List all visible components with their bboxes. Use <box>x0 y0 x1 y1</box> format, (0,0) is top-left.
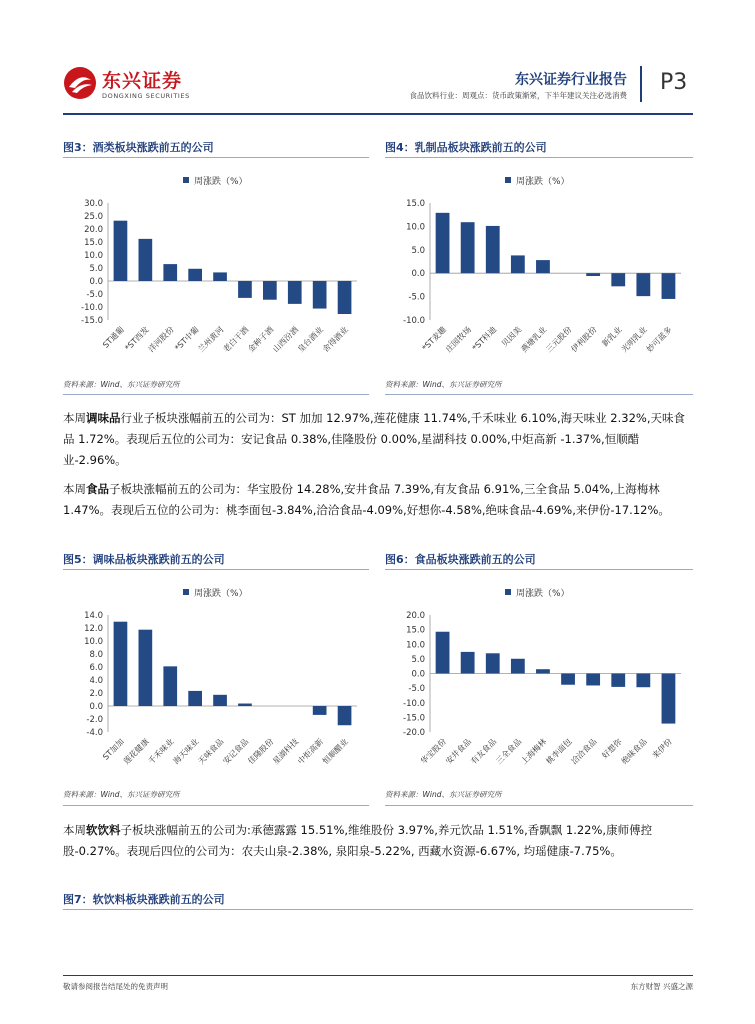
bar <box>611 273 625 286</box>
figure-3-bottom-rule <box>63 394 369 395</box>
legend-label: 周涨跌（%） <box>194 177 248 187</box>
y-tick-label: 8.0 <box>89 650 103 660</box>
y-tick-label: -15.0 <box>81 316 103 326</box>
x-tick-label: 安记食品 <box>221 737 251 767</box>
x-tick-label: 好想你 <box>600 737 624 761</box>
company-logo-icon <box>63 66 97 100</box>
y-tick-label: 15.0 <box>406 199 425 209</box>
x-tick-label: 千禾味业 <box>146 737 176 767</box>
x-tick-label: 安井食品 <box>444 737 474 767</box>
x-tick-label: 舍得酒业 <box>320 325 350 355</box>
y-tick-label: 15.0 <box>84 238 103 248</box>
bar <box>139 630 153 706</box>
figure-3-rule <box>63 157 369 158</box>
bar <box>188 269 202 281</box>
bar <box>288 281 302 304</box>
bar <box>662 674 676 724</box>
x-tick-label: ST通葡 <box>101 325 126 350</box>
paragraph-seasoning: 本周调味品行业子板块涨幅前五的公司为：ST 加加 12.97%,莲花健康 11.74%,千禾味业 6.10%,海天味业 2.32%,天味食品 1.72%。表现后五位的公司为：安记食品 0.38%,佳隆股份 0.00%,星湖科技 0.00%,中炬高新 -1.37%,恒顺醋业-2.96%。 <box>63 411 685 467</box>
y-tick-label: 20.0 <box>406 611 425 621</box>
y-tick-label: 2.0 <box>89 689 103 699</box>
y-tick-label: -10.0 <box>403 316 425 326</box>
bar <box>163 264 177 281</box>
y-tick-label: 10.0 <box>84 637 103 647</box>
x-tick-label: 华宝股份 <box>418 737 448 767</box>
y-tick-label: 0.0 <box>89 702 103 712</box>
x-tick-label: 妙可蓝多 <box>644 325 674 355</box>
legend-label: 周涨跌（%） <box>516 589 570 599</box>
bar <box>313 706 327 715</box>
y-tick-label: 6.0 <box>89 663 103 673</box>
y-tick-label: 5.0 <box>411 245 425 256</box>
x-tick-label: 皇台酒业 <box>296 325 326 355</box>
bar <box>213 695 227 706</box>
x-tick-label: 绝味食品 <box>619 737 649 767</box>
bar <box>213 272 227 281</box>
figure-3-title: 图3：酒类板块涨跌前五的公司 <box>63 141 214 154</box>
bar <box>486 653 500 673</box>
bar <box>461 222 475 273</box>
figure-4-bottom-rule <box>385 394 693 395</box>
x-tick-label: 光明乳业 <box>619 325 649 355</box>
y-tick-label: -10.0 <box>81 303 103 313</box>
y-tick-label: 30.0 <box>84 199 103 209</box>
legend-label: 周涨跌（%） <box>194 589 248 599</box>
bar <box>263 281 277 300</box>
bar <box>188 691 202 706</box>
x-tick-label: 新乳业 <box>600 325 624 349</box>
y-tick-label: 0.0 <box>89 277 103 287</box>
x-tick-label: 有友食品 <box>469 737 499 767</box>
y-tick-label: 12.0 <box>84 624 103 634</box>
bar <box>586 674 600 686</box>
x-tick-label: 洽洽食品 <box>569 737 599 767</box>
bar <box>636 273 650 296</box>
bar <box>114 221 128 281</box>
x-tick-label: 佳隆股份 <box>246 737 276 767</box>
footer-rule <box>63 975 693 976</box>
y-tick-label: 10.0 <box>84 251 103 261</box>
y-tick-label: -5.0 <box>86 290 103 300</box>
bar <box>338 706 352 725</box>
bar <box>561 674 575 685</box>
x-tick-label: 金种子酒 <box>246 325 276 355</box>
y-tick-label: 4.0 <box>89 676 103 686</box>
report-title: 东兴证券行业报告 <box>515 72 627 88</box>
x-tick-label: 兰州黄河 <box>196 325 226 355</box>
x-tick-label: ST加加 <box>101 737 126 762</box>
chart-liquor <box>63 165 369 370</box>
figure-5-source: 资料来源：Wind、东兴证券研究所 <box>63 790 180 799</box>
bar <box>636 674 650 688</box>
figure-5-rule <box>63 569 369 570</box>
bar <box>511 659 525 674</box>
x-tick-label: 三元股份 <box>544 325 574 355</box>
y-tick-label: -4.0 <box>86 728 103 738</box>
y-tick-label: 25.0 <box>84 212 103 222</box>
bar <box>238 281 252 298</box>
figure-4-rule <box>385 157 693 158</box>
logo-text: 东兴证券 <box>102 70 183 92</box>
bar <box>461 652 475 674</box>
y-tick-label: -20.0 <box>403 728 425 738</box>
x-tick-label: 桃李面包 <box>544 737 574 767</box>
y-tick-label: 14.0 <box>84 611 103 621</box>
header-rule <box>63 113 693 115</box>
x-tick-label: 伊利股份 <box>569 325 599 355</box>
footer-slogan: 东方财智 兴盛之源 <box>630 982 693 991</box>
legend-label: 周涨跌（%） <box>516 177 570 187</box>
paragraph-food: 本周食品子板块涨幅前五的公司为：华宝股份 14.28%,安井食品 7.39%,有友食品 6.91%,三全食品 5.04%,上海梅林 1.47%。表现后五位的公司为：桃李面包-3.84%,洽洽食品-4.09%,好想你-4.58%,绝味食品-4.69%,来伊份-17.12%。 <box>63 482 670 517</box>
figure-4-source: 资料来源：Wind、东兴证券研究所 <box>385 380 502 389</box>
x-tick-label: *ST西发 <box>123 325 151 353</box>
figure-6-title: 图6：食品板块涨跌前五的公司 <box>385 553 536 566</box>
y-tick-label: -5.0 <box>408 292 425 303</box>
figure-7-rule <box>63 909 693 910</box>
bar <box>338 281 352 314</box>
footer-disclaimer: 敬请参阅报告结尾处的免责声明 <box>63 982 168 991</box>
page-number: P3 <box>660 70 688 95</box>
x-tick-label: *ST麦趣 <box>420 325 448 353</box>
report-subtitle: 食品饮料行业：周观点：货币政策渐紧，下半年建议关注必选消费 <box>409 91 627 100</box>
y-tick-label: -10.0 <box>403 698 425 709</box>
x-tick-label: 中炬高新 <box>296 737 326 767</box>
figure-6-rule <box>385 569 693 570</box>
logo-english-text: DONGXING SECURITIES <box>102 92 190 100</box>
bar <box>114 622 128 706</box>
x-tick-label: 三全食品 <box>494 737 524 767</box>
bar <box>238 704 252 706</box>
y-tick-label: 0.0 <box>411 669 425 680</box>
bar <box>313 281 327 309</box>
bar <box>662 273 676 299</box>
chart-seasoning <box>63 577 369 782</box>
bar <box>163 666 177 706</box>
y-tick-label: 5.0 <box>411 654 425 665</box>
bar <box>536 669 550 673</box>
x-tick-label: 来伊份 <box>650 737 674 761</box>
y-tick-label: 5.0 <box>89 264 103 274</box>
y-tick-label: 10.0 <box>406 640 425 651</box>
x-tick-label: 贝因美 <box>499 325 524 349</box>
x-tick-label: 上海梅林 <box>519 737 549 767</box>
figure-7-title: 图7：软饮料板块涨跌前五的公司 <box>63 893 225 906</box>
bar <box>586 273 600 276</box>
chart-dairy <box>385 165 693 370</box>
y-tick-label: -15.0 <box>403 713 425 724</box>
y-tick-label: 0.0 <box>411 269 425 280</box>
bar <box>611 674 625 687</box>
x-tick-label: *ST中葡 <box>173 325 201 353</box>
y-tick-label: 15.0 <box>406 625 425 636</box>
x-tick-label: 老白干酒 <box>221 325 251 355</box>
bar <box>139 239 153 281</box>
figure-4-title: 图4：乳制品板块涨跌前五的公司 <box>385 141 547 154</box>
legend-swatch <box>505 589 511 595</box>
y-tick-label: 10.0 <box>406 222 425 233</box>
header-divider <box>640 66 642 102</box>
figure-5-bottom-rule <box>63 805 369 806</box>
bar <box>536 260 550 273</box>
figure-6-bottom-rule <box>385 805 693 806</box>
chart-food <box>385 577 693 782</box>
x-tick-label: 天味食品 <box>196 737 226 767</box>
y-tick-label: -2.0 <box>86 715 103 725</box>
x-tick-label: 燕塘乳业 <box>519 325 549 355</box>
x-tick-label: 庄园牧场 <box>444 325 474 355</box>
legend-swatch <box>183 177 189 183</box>
x-tick-label: 洋河股份 <box>146 325 176 355</box>
paragraph-soft-drinks: 本周软饮料子板块涨幅前五的公司为:承德露露 15.51%,维维股份 3.97%,养元饮品 1.51%,香飘飘 1.22%,康师傅控股-0.27%。表现后四位的公司为：农夫山泉-2.38%, 泉阳泉-5.22%, 西藏水资源-6.67%, 均瑶健康-7.75%。 <box>63 823 653 858</box>
x-tick-label: 山西汾酒 <box>271 325 301 355</box>
x-tick-label: 莲花健康 <box>121 737 151 767</box>
figure-3-source: 资料来源：Wind、东兴证券研究所 <box>63 380 180 389</box>
y-tick-label: 20.0 <box>84 225 103 235</box>
x-tick-label: 恒顺醋业 <box>320 737 350 767</box>
bar <box>436 213 450 273</box>
x-tick-label: *ST科迪 <box>470 325 499 353</box>
legend-swatch <box>505 177 511 183</box>
y-tick-label: -5.0 <box>408 684 425 695</box>
figure-6-source: 资料来源：Wind、东兴证券研究所 <box>385 790 502 799</box>
figure-5-title: 图5：调味品板块涨跌前五的公司 <box>63 553 225 566</box>
x-tick-label: 海天味业 <box>171 737 201 767</box>
bar <box>511 255 525 273</box>
bar <box>486 226 500 273</box>
x-tick-label: 星湖科技 <box>271 737 301 767</box>
bar <box>436 632 450 674</box>
legend-swatch <box>183 589 189 595</box>
